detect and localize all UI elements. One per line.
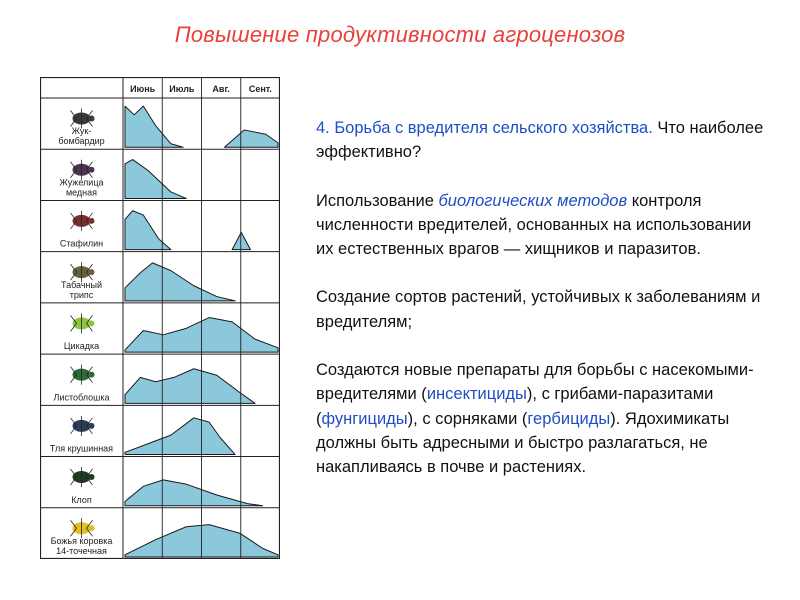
chem-text-4: ). Ядохимикаты должны быть адресными и быстро разлагаться, не накапливаясь в почве и растениях. — [316, 409, 730, 477]
insect-name-label: 14-точечная — [56, 546, 107, 556]
seasonality-chart — [40, 77, 280, 559]
paragraph-question — [316, 116, 771, 165]
paragraph-varieties: Создание сортов растений, устойчивых к заболеваниям и вредителям; — [316, 288, 761, 331]
bio-text-1: Использование — [316, 191, 439, 210]
insect-name-label: Жук- — [71, 126, 92, 137]
pest-seasonality-table — [40, 77, 280, 559]
chem-text-3: ), с сорняками ( — [407, 409, 528, 428]
insect-name-label: Цикадка — [63, 341, 100, 352]
insect-name-label: Стафилин — [59, 238, 104, 249]
bio-text-2: контроля численности вредителей, основанных на использовании их естественных врагов — хищников и паразитов. — [316, 191, 752, 259]
insect-name-label: бомбардир — [58, 136, 105, 147]
month-header: Сент. — [248, 84, 272, 94]
month-header: Июль — [169, 84, 195, 94]
bio-methods-term: биологических методов — [438, 191, 628, 210]
insect-name-label: Табачный — [60, 279, 103, 290]
question-highlight: 4. Борьба с вредителя сельского хозяйства. — [316, 119, 653, 137]
insect-name-label: Клоп — [71, 494, 92, 505]
insect-name-label: Божья коровка — [50, 536, 113, 546]
term-fungicides: фунгициды — [321, 409, 408, 428]
insect-name-label: трипс — [69, 289, 94, 300]
paragraph-chemicals — [316, 358, 771, 479]
text-panel — [316, 116, 771, 504]
page-title: Повышение продуктивности агроценозов — [174, 22, 626, 47]
question-text: Что наиболее эффективно? — [316, 119, 764, 162]
chem-text-2: ), с грибами-паразитами ( — [316, 385, 714, 428]
insect-name-label: медная — [65, 187, 98, 198]
paragraph-biological — [316, 189, 771, 262]
insect-name-label: Тля крушинная — [49, 443, 114, 454]
month-header: Авг. — [212, 84, 230, 94]
month-header: Июнь — [130, 84, 156, 94]
insect-name-label: Листоблошка — [53, 392, 110, 403]
term-herbicides: гербициды — [527, 409, 611, 428]
insect-name-label: Жужелица — [59, 177, 104, 188]
chem-text-1: Создаются новые препараты для борьбы с насекомыми-вредителями ( — [316, 361, 754, 404]
term-insecticides: инсектициды — [426, 385, 527, 404]
